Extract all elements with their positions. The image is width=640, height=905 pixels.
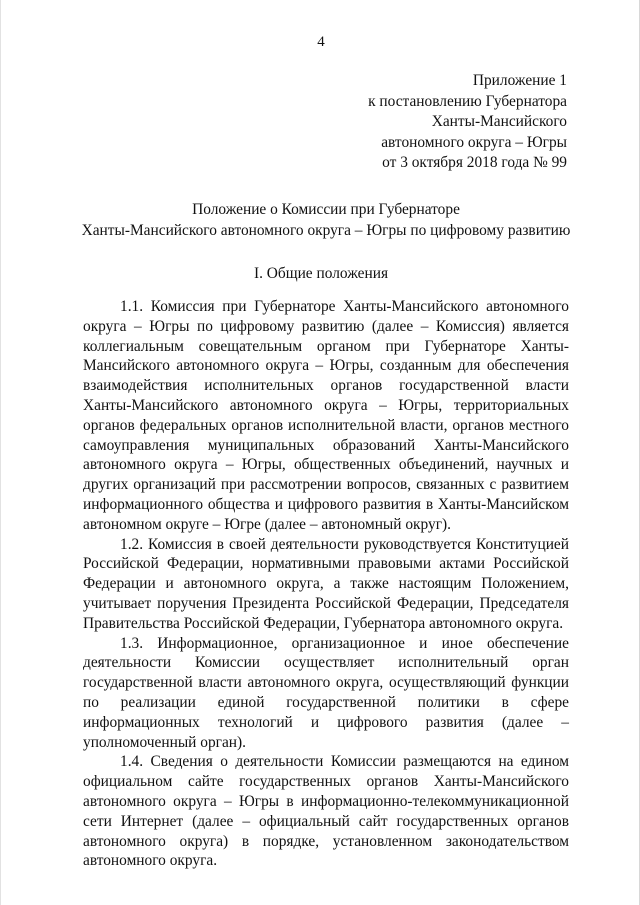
section-heading: I. Общие положения [253,265,389,282]
appendix-line: к постановлению Губернатора [368,92,567,110]
paragraph-1-2: 1.2. Комиссия в своей деятельности руководствуется Конституцией Российской Федерации, нормативными правовыми актами Российской Федерации и автономного округа, а также настоящим Положением, учитывает поручения Президента Российской Федерации, Председателя Правительства Российской Федерации, Губернатора автономного округа. [83,535,569,632]
document-body [83,297,569,871]
appendix-line: автономного округа – Югры [381,133,567,151]
document-title [61,200,591,241]
page-number: 4 [317,34,325,50]
paragraph-1-4: 1.4. Сведения о деятельности Комиссии размещаются на едином официальном сайте государственных органов Ханты-Мансийского автономного округа – Югры в информационно-телекоммуникационной сети Интернет (далее – официальный сайт государственных органов автономного округа) в порядке, установленном законодательством автономного округа. [83,753,569,870]
title-line: Положение о Комиссии при Губернаторе [192,201,460,218]
paragraph-1-1: 1.1. Комиссия при Губернаторе Ханты-Мансийского автономного округа – Югры по цифровому развитию (далее – Комиссия) является коллегиальным совещательным органом при Губернаторе Ханты-Мансийского автономного округа – Югры, созданным для обеспечения взаимодействия исполнительных органов государственной власти Ханты-Мансийского автономного округа – Югры, территориальных органов федеральных органов исполнительной власти, органов местного самоуправления муниципальных образований Ханты-Мансийского автономного округа – Югры, общественных объединений, научных и других организаций при рассмотрении вопросов, связанных с развитием информационного общества и цифрового развития в Ханты-Мансийском автономном округе – Югре (далее – автономный округ). [83,298,569,533]
title-line: Ханты-Мансийского автономного округа – Югры по цифровому развитию [81,221,571,239]
appendix-line: от 3 октября 2018 года № 99 [382,154,567,171]
paragraph-1-3: 1.3. Информационное, организационное и иное обеспечение деятельности Комиссии осуществляет исполнительный орган государственной власти автономного округа, осуществляющий функции по реализации единой государственной политики в сфере информационных технологий и цифрового развития (далее – уполномоченный орган). [83,634,569,751]
appendix-line: Ханты-Мансийского [431,113,567,130]
appendix-line: Приложение 1 [472,72,567,89]
appendix-reference [247,71,567,174]
